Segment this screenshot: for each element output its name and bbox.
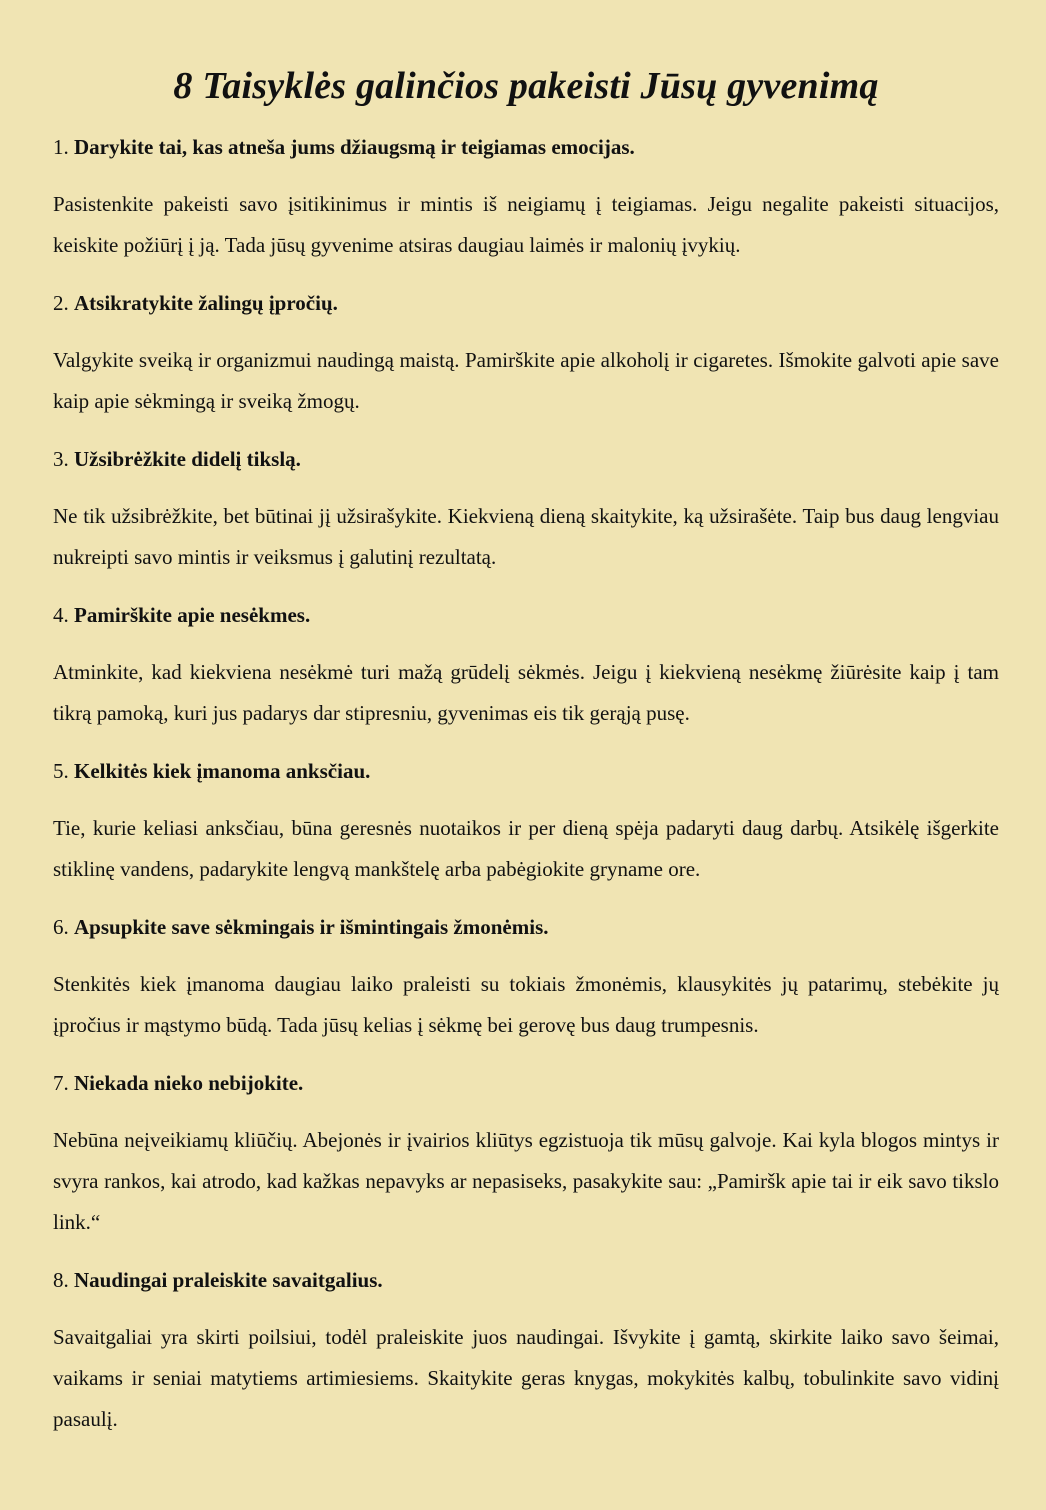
- rule-body: Stenkitės kiek įmanoma daugiau laiko praleisti su tokiais žmonėmis, klausykitės jų patarimų, stebėkite jų įpročius ir mąstymo būdą. Tada jūsų kelias į sėkmę bei gerovę bus daug trumpesnis.: [53, 972, 999, 1037]
- rule-number: 6.: [53, 915, 69, 939]
- rule-body: Valgykite sveiką ir organizmui naudingą maistą. Pamirškite apie alkoholį ir cigaretes. Išmokite galvoti apie save kaip apie sėkmingą ir sveiką žmogų.: [53, 348, 999, 413]
- rule-body: Ne tik užsibrėžkite, bet būtinai jį užsirašykite. Kiekvieną dieną skaitykite, ką užsirašėte. Taip bus daug lengviau nukreipti savo mintis ir veiksmus į galutinį rezultatą.: [53, 504, 999, 569]
- rule-heading: [53, 756, 999, 786]
- rule-body: Pasistenkite pakeisti savo įsitikinimus ir mintis iš neigiamų į teigiamas. Jeigu negalite pakeisti situacijos, keiskite požiūrį į ją. Tada jūsų gyvenime atsiras daugiau laimės ir malonių įvykių.: [53, 192, 999, 257]
- rule-5: [53, 756, 999, 890]
- rule-heading: [53, 600, 999, 630]
- rule-body: Savaitgaliai yra skirti poilsiui, todėl praleiskite juos naudingai. Išvykite į gamtą, skirkite laiko savo šeimai, vaikams ir seniai matytiems artimiesiems. Skaitykite geras knygas, mokykitės kalbų, tobulinkite savo vidinį pasaulį.: [53, 1325, 999, 1431]
- rule-heading: [53, 1265, 999, 1295]
- rule-6: [53, 912, 999, 1046]
- rule-heading: [53, 288, 999, 318]
- rule-heading-text: Niekada nieko nebijokite.: [74, 1071, 304, 1095]
- rule-number: 7.: [53, 1071, 69, 1095]
- rule-heading: [53, 912, 999, 942]
- rule-heading-text: Darykite tai, kas atneša jums džiaugsmą ir teigiamas emocijas.: [74, 135, 635, 159]
- rule-number: 5.: [53, 759, 69, 783]
- rule-heading-text: Atsikratykite žalingų įpročių.: [74, 291, 338, 315]
- rule-4: [53, 600, 999, 734]
- rule-number: 1.: [53, 135, 69, 159]
- rule-8: [53, 1265, 999, 1440]
- rule-1: [53, 132, 999, 266]
- rule-heading-text: Užsibrėžkite didelį tikslą.: [74, 447, 301, 471]
- rule-2: [53, 288, 999, 422]
- document-title: 8 Taisyklės galinčios pakeisti Jūsų gyvenimą: [173, 65, 879, 107]
- rule-heading: [53, 444, 999, 474]
- rule-7: [53, 1068, 999, 1243]
- rule-heading: [53, 1068, 999, 1098]
- rule-body: Atminkite, kad kiekviena nesėkmė turi mažą grūdelį sėkmės. Jeigu į kiekvieną nesėkmę žiūrėsite kaip į tam tikrą pamoką, kuri jus padarys dar stipresniu, gyvenimas eis tik gerąją pusę.: [53, 660, 999, 725]
- rule-heading-text: Pamirškite apie nesėkmes.: [74, 603, 311, 627]
- rule-number: 2.: [53, 291, 69, 315]
- rule-number: 8.: [53, 1268, 69, 1292]
- rule-number: 4.: [53, 603, 69, 627]
- rule-body: Tie, kurie keliasi anksčiau, būna geresnės nuotaikos ir per dieną spėja padaryti daug darbų. Atsikėlę išgerkite stiklinę vandens, padarykite lengvą mankštelę arba pabėgiokite gryname ore.: [53, 816, 999, 881]
- rule-heading-text: Kelkitės kiek įmanoma anksčiau.: [74, 759, 371, 783]
- rule-heading-text: Naudingai praleiskite savaitgalius.: [74, 1268, 383, 1292]
- rule-3: [53, 444, 999, 578]
- rule-heading-text: Apsupkite save sėkmingais ir išmintingais žmonėmis.: [74, 915, 549, 939]
- rule-heading: [53, 132, 999, 162]
- rule-body: Nebūna neįveikiamų kliūčių. Abejonės ir įvairios kliūtys egzistuoja tik mūsų galvoje. Kai kyla blogos mintys ir svyra rankos, kai atrodo, kad kažkas nepavyks ar nepasiseks, pasakykite sau: „Pamiršk apie tai ir eik savo tikslo link.“: [53, 1128, 999, 1234]
- rule-number: 3.: [53, 447, 69, 471]
